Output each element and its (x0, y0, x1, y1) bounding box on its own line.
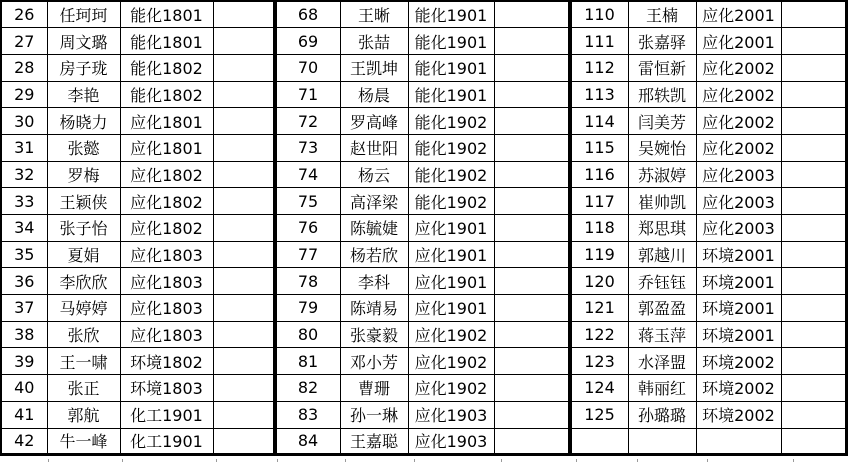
score-cell (781, 28, 846, 55)
student-name-cell: 夏娟 (47, 241, 120, 268)
table-row (1, 81, 273, 108)
row-number-cell: 39 (1, 348, 47, 375)
student-name-cell: 杨云 (340, 161, 408, 188)
score-cell (781, 161, 846, 188)
score-cell (494, 268, 568, 295)
score-cell (781, 401, 846, 428)
score-cell (494, 188, 568, 215)
row-number-cell: 116 (570, 161, 628, 188)
row-number-cell: 79 (275, 295, 340, 322)
student-name-cell: 王颖侠 (47, 188, 120, 215)
score-cell (213, 375, 273, 402)
class-cell: 应化1803 (120, 295, 213, 322)
class-cell: 环境1803 (120, 375, 213, 402)
score-cell (213, 348, 273, 375)
class-cell: 应化2003 (696, 161, 781, 188)
class-cell (696, 428, 781, 455)
table-row (570, 188, 846, 215)
row-number-cell: 35 (1, 241, 47, 268)
student-name-cell: 张嘉驿 (628, 28, 696, 55)
score-cell (494, 1, 568, 28)
table-row (570, 348, 846, 375)
table-row (275, 321, 568, 348)
table-row (275, 268, 568, 295)
class-cell: 应化1901 (408, 215, 494, 242)
row-number-cell: 29 (1, 81, 47, 108)
student-name-cell: 邓小芳 (340, 348, 408, 375)
score-cell (213, 134, 273, 161)
roster-table-left (0, 0, 274, 456)
row-number-cell: 31 (1, 134, 47, 161)
student-name-cell: 张喆 (340, 28, 408, 55)
row-number-cell: 111 (570, 28, 628, 55)
score-cell (494, 28, 568, 55)
table-row (570, 161, 846, 188)
student-name-cell: 郭盈盈 (628, 295, 696, 322)
score-cell (213, 28, 273, 55)
table-row (1, 54, 273, 81)
class-cell: 应化1903 (408, 401, 494, 428)
table-row (275, 241, 568, 268)
row-number-cell: 40 (1, 375, 47, 402)
student-name-cell: 张欣 (47, 321, 120, 348)
student-name-cell: 牛一峰 (47, 428, 120, 455)
table-row (275, 54, 568, 81)
score-cell (213, 215, 273, 242)
student-name-cell: 崔帅凯 (628, 188, 696, 215)
student-name-cell: 杨晓力 (47, 108, 120, 135)
table-row (570, 375, 846, 402)
score-cell (494, 54, 568, 81)
class-cell: 应化1803 (120, 268, 213, 295)
class-cell: 应化1903 (408, 428, 494, 455)
table-row (275, 348, 568, 375)
table-row (1, 295, 273, 322)
student-name-cell: 郭越川 (628, 241, 696, 268)
student-name-cell (628, 428, 696, 455)
class-cell: 应化2003 (696, 215, 781, 242)
roster-table-middle (274, 0, 569, 456)
score-cell (781, 321, 846, 348)
class-cell: 能化1902 (408, 188, 494, 215)
student-name-cell: 赵世阳 (340, 134, 408, 161)
table-row (275, 161, 568, 188)
class-cell: 环境2001 (696, 321, 781, 348)
class-cell: 能化1902 (408, 134, 494, 161)
score-cell (781, 268, 846, 295)
class-cell: 应化2002 (696, 108, 781, 135)
score-cell (494, 241, 568, 268)
table-row (1, 268, 273, 295)
score-cell (781, 375, 846, 402)
score-cell (213, 401, 273, 428)
row-number-cell: 121 (570, 295, 628, 322)
table-row (275, 1, 568, 28)
student-name-cell: 周文璐 (47, 28, 120, 55)
row-number-cell: 72 (275, 108, 340, 135)
table-row (1, 401, 273, 428)
row-number-cell: 75 (275, 188, 340, 215)
score-cell (494, 215, 568, 242)
row-number-cell: 112 (570, 54, 628, 81)
score-cell (213, 1, 273, 28)
student-name-cell: 张正 (47, 375, 120, 402)
table-row (1, 1, 273, 28)
row-number-cell: 36 (1, 268, 47, 295)
table-row (275, 428, 568, 455)
score-cell (213, 161, 273, 188)
score-cell (494, 375, 568, 402)
student-name-cell: 王一啸 (47, 348, 120, 375)
class-cell: 应化1801 (120, 108, 213, 135)
score-cell (781, 54, 846, 81)
table-row (1, 348, 273, 375)
class-cell: 应化2002 (696, 134, 781, 161)
roster-table-right (569, 0, 848, 456)
score-cell (781, 1, 846, 28)
student-name-cell: 马婷婷 (47, 295, 120, 322)
student-name-cell: 孙璐璐 (628, 401, 696, 428)
student-name-cell: 孙一琳 (340, 401, 408, 428)
row-number-cell: 115 (570, 134, 628, 161)
class-cell: 应化2001 (696, 28, 781, 55)
score-cell (213, 188, 273, 215)
row-number-cell: 117 (570, 188, 628, 215)
class-cell: 应化1901 (408, 295, 494, 322)
row-number-cell: 71 (275, 81, 340, 108)
table-row (570, 241, 846, 268)
score-cell (213, 108, 273, 135)
score-cell (494, 348, 568, 375)
student-name-cell: 韩丽红 (628, 375, 696, 402)
table-row (570, 28, 846, 55)
student-name-cell: 邢轶凯 (628, 81, 696, 108)
class-cell: 环境2001 (696, 241, 781, 268)
class-cell: 环境2001 (696, 268, 781, 295)
row-number-cell: 69 (275, 28, 340, 55)
score-cell (213, 428, 273, 455)
table-row (570, 295, 846, 322)
class-cell: 应化2003 (696, 188, 781, 215)
table-row (1, 215, 273, 242)
student-name-cell: 陈靖易 (340, 295, 408, 322)
score-cell (781, 134, 846, 161)
score-cell (494, 295, 568, 322)
score-cell (494, 401, 568, 428)
class-cell: 应化1901 (408, 241, 494, 268)
class-cell: 能化1801 (120, 28, 213, 55)
roster-table-middle-body (275, 1, 568, 455)
class-cell: 应化1802 (120, 161, 213, 188)
class-cell: 能化1901 (408, 81, 494, 108)
student-name-cell: 陈毓婕 (340, 215, 408, 242)
student-name-cell: 张豪毅 (340, 321, 408, 348)
score-cell (494, 134, 568, 161)
row-number-cell: 125 (570, 401, 628, 428)
table-row (570, 108, 846, 135)
score-cell (494, 321, 568, 348)
student-name-cell: 水泽盟 (628, 348, 696, 375)
row-number-cell: 73 (275, 134, 340, 161)
class-cell: 环境1802 (120, 348, 213, 375)
row-number-cell: 70 (275, 54, 340, 81)
class-cell: 应化1801 (120, 134, 213, 161)
table-row (1, 108, 273, 135)
score-cell (781, 241, 846, 268)
row-number-cell: 114 (570, 108, 628, 135)
row-number-cell: 82 (275, 375, 340, 402)
student-name-cell: 蒋玉萍 (628, 321, 696, 348)
table-row (1, 161, 273, 188)
score-cell (781, 295, 846, 322)
row-number-cell: 27 (1, 28, 47, 55)
row-number-cell: 26 (1, 1, 47, 28)
student-name-cell: 王楠 (628, 1, 696, 28)
score-cell (781, 108, 846, 135)
table-row (570, 268, 846, 295)
class-cell: 能化1902 (408, 108, 494, 135)
row-number-cell: 77 (275, 241, 340, 268)
table-row (570, 321, 846, 348)
table-row (570, 215, 846, 242)
row-number-cell: 33 (1, 188, 47, 215)
class-cell: 环境2001 (696, 295, 781, 322)
student-name-cell: 高泽梁 (340, 188, 408, 215)
row-number-cell: 34 (1, 215, 47, 242)
row-number-cell: 113 (570, 81, 628, 108)
class-cell: 应化1803 (120, 321, 213, 348)
row-number-cell: 68 (275, 1, 340, 28)
row-number-cell: 28 (1, 54, 47, 81)
table-row (275, 401, 568, 428)
row-number-cell: 83 (275, 401, 340, 428)
table-row (570, 81, 846, 108)
row-number-cell: 74 (275, 161, 340, 188)
class-cell: 能化1901 (408, 54, 494, 81)
row-number-cell: 110 (570, 1, 628, 28)
score-cell (213, 81, 273, 108)
class-cell: 应化2002 (696, 54, 781, 81)
student-name-cell: 王嘉聪 (340, 428, 408, 455)
student-name-cell: 郭航 (47, 401, 120, 428)
table-row (1, 241, 273, 268)
student-name-cell: 张子怡 (47, 215, 120, 242)
table-row (275, 295, 568, 322)
table-row (1, 28, 273, 55)
student-name-cell: 杨若欣 (340, 241, 408, 268)
table-row (1, 375, 273, 402)
score-cell (213, 54, 273, 81)
table-row (570, 1, 846, 28)
class-cell: 应化1902 (408, 348, 494, 375)
table-row (570, 428, 846, 455)
table-row (570, 54, 846, 81)
roster-table-right-body (570, 1, 846, 455)
score-cell (781, 81, 846, 108)
row-number-cell: 41 (1, 401, 47, 428)
table-row (1, 321, 273, 348)
class-cell: 能化1902 (408, 161, 494, 188)
score-cell (494, 428, 568, 455)
student-name-cell: 罗梅 (47, 161, 120, 188)
row-number-cell: 118 (570, 215, 628, 242)
student-name-cell: 闫美芳 (628, 108, 696, 135)
student-name-cell: 曹珊 (340, 375, 408, 402)
score-cell (213, 295, 273, 322)
student-name-cell: 李艳 (47, 81, 120, 108)
class-cell: 能化1802 (120, 54, 213, 81)
student-name-cell: 张懿 (47, 134, 120, 161)
class-cell: 能化1802 (120, 81, 213, 108)
student-name-cell: 吴婉怡 (628, 134, 696, 161)
row-number-cell: 124 (570, 375, 628, 402)
row-number-cell: 30 (1, 108, 47, 135)
class-cell: 应化1803 (120, 241, 213, 268)
student-name-cell: 雷恒新 (628, 54, 696, 81)
row-number-cell: 76 (275, 215, 340, 242)
table-row (1, 188, 273, 215)
class-cell: 环境2002 (696, 375, 781, 402)
score-cell (213, 241, 273, 268)
roster-table-left-body (1, 1, 273, 455)
student-name-cell: 房子珑 (47, 54, 120, 81)
score-cell (781, 428, 846, 455)
class-cell: 应化1802 (120, 215, 213, 242)
row-number-cell: 32 (1, 161, 47, 188)
class-cell: 能化1901 (408, 1, 494, 28)
student-name-cell: 罗高峰 (340, 108, 408, 135)
student-name-cell: 王凯坤 (340, 54, 408, 81)
row-number-cell: 80 (275, 321, 340, 348)
class-cell: 化工1901 (120, 428, 213, 455)
class-cell: 能化1801 (120, 1, 213, 28)
table-row (275, 28, 568, 55)
row-number-cell: 38 (1, 321, 47, 348)
score-cell (781, 215, 846, 242)
table-row (275, 81, 568, 108)
score-cell (781, 188, 846, 215)
score-cell (781, 348, 846, 375)
student-name-cell: 王晰 (340, 1, 408, 28)
student-name-cell: 李科 (340, 268, 408, 295)
row-number-cell (570, 428, 628, 455)
row-number-cell: 123 (570, 348, 628, 375)
table-row (275, 188, 568, 215)
row-number-cell: 81 (275, 348, 340, 375)
score-cell (494, 81, 568, 108)
student-name-cell: 李欣欣 (47, 268, 120, 295)
class-cell: 应化2001 (696, 1, 781, 28)
student-name-cell: 苏淑婷 (628, 161, 696, 188)
score-cell (494, 161, 568, 188)
table-row (1, 428, 273, 455)
class-cell: 应化2002 (696, 81, 781, 108)
table-row (275, 215, 568, 242)
table-row (275, 108, 568, 135)
class-cell: 应化1901 (408, 268, 494, 295)
student-name-cell: 乔钰钰 (628, 268, 696, 295)
row-number-cell: 42 (1, 428, 47, 455)
class-cell: 化工1901 (120, 401, 213, 428)
student-name-cell: 任珂珂 (47, 1, 120, 28)
score-cell (213, 268, 273, 295)
score-cell (213, 321, 273, 348)
student-name-cell: 杨晨 (340, 81, 408, 108)
student-name-cell: 郑思琪 (628, 215, 696, 242)
row-number-cell: 120 (570, 268, 628, 295)
table-row (1, 134, 273, 161)
row-number-cell: 78 (275, 268, 340, 295)
score-cell (494, 108, 568, 135)
class-cell: 应化1902 (408, 321, 494, 348)
class-cell: 应化1802 (120, 188, 213, 215)
table-row (275, 375, 568, 402)
table-row (570, 134, 846, 161)
class-cell: 环境2002 (696, 348, 781, 375)
class-cell: 能化1901 (408, 28, 494, 55)
row-number-cell: 84 (275, 428, 340, 455)
class-cell: 环境2002 (696, 401, 781, 428)
row-number-cell: 37 (1, 295, 47, 322)
row-number-cell: 119 (570, 241, 628, 268)
table-row (570, 401, 846, 428)
row-number-cell: 122 (570, 321, 628, 348)
table-row (275, 134, 568, 161)
class-cell: 应化1902 (408, 375, 494, 402)
